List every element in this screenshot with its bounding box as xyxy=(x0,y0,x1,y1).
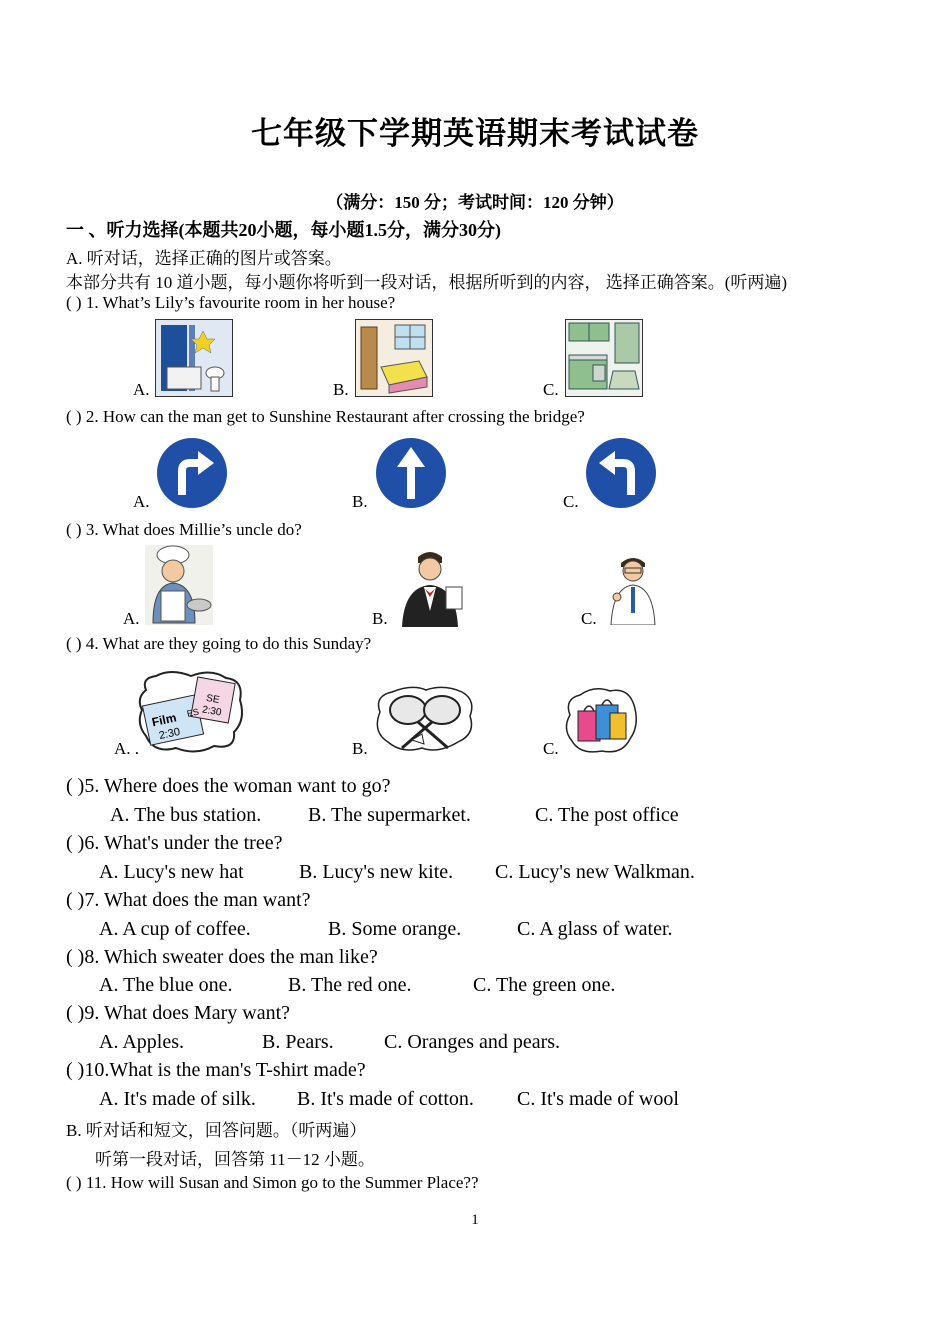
q2-option-b-label: B. xyxy=(352,492,368,511)
q9-option-c: C. Oranges and pears. xyxy=(384,1031,561,1053)
q1-option-b-label: B. xyxy=(333,380,349,399)
q8-option-a: A. The blue one. xyxy=(99,974,233,996)
q10-option-a: A. It's made of silk. xyxy=(99,1088,256,1110)
part-b-title: B. 听对话和短文，回答问题。（听两遍） xyxy=(66,1121,367,1140)
question-9: ( )9. What does Mary want? xyxy=(66,1002,291,1024)
q8-option-b: B. The red one. xyxy=(288,974,412,996)
go-straight-sign xyxy=(375,437,447,514)
q5-option-c: C. The post office xyxy=(535,804,679,826)
ticket-es-text: ES xyxy=(186,706,200,719)
ticket-time2-text: 2:30 xyxy=(201,704,223,719)
question-1: ( ) 1. What’s Lily’s favourite room in her house? xyxy=(66,293,396,312)
q2-option-c-label: C. xyxy=(563,492,579,511)
q3-option-c-label: C. xyxy=(581,609,597,628)
ticket-time-text: 2:30 xyxy=(157,725,182,743)
q2-option-a-label: A. xyxy=(133,492,150,511)
question-6: ( )6. What's under the tree? xyxy=(66,832,283,854)
bathroom-picture xyxy=(155,319,233,402)
question-11: ( ) 11. How will Susan and Simon go to the Summer Place?? xyxy=(66,1173,479,1192)
question-7: ( )7. What does the man want? xyxy=(66,889,311,911)
part-b-description: 听第一段对话，回答第 11－12 小题。 xyxy=(95,1150,375,1169)
question-4: ( ) 4. What are they going to do this Sunday? xyxy=(66,634,372,653)
page-title: 七年级下学期英语期末考试试卷 xyxy=(251,116,699,151)
q4-option-c-label: C. xyxy=(543,739,559,758)
doctor-picture xyxy=(603,553,663,630)
q8-option-c: C. The green one. xyxy=(473,974,616,996)
waiter-picture xyxy=(390,547,470,632)
q5-option-b: B. The supermarket. xyxy=(308,804,471,826)
turn-left-sign xyxy=(585,437,657,514)
q7-option-a: A. A cup of coffee. xyxy=(99,918,251,940)
bedroom-picture xyxy=(355,319,433,402)
q3-option-b-label: B. xyxy=(372,609,388,628)
q4-option-a-label: A. . xyxy=(114,739,140,758)
q3-option-a-label: A. xyxy=(123,609,140,628)
ticket-se-text: SE xyxy=(205,692,221,707)
part-a-title: A. 听对话，选择正确的图片或答案。 xyxy=(66,249,342,268)
cook-picture xyxy=(145,545,213,630)
film-tickets-picture xyxy=(136,670,246,759)
badminton-picture xyxy=(372,684,476,759)
q9-option-a: A. Apples. xyxy=(99,1031,184,1053)
question-3: ( ) 3. What does Millie’s uncle do? xyxy=(66,520,302,539)
question-2: ( ) 2. How can the man get to Sunshine Restaurant after crossing the bridge? xyxy=(66,407,585,426)
q7-option-b: B. Some orange. xyxy=(328,918,462,940)
question-5: ( )5. Where does the woman want to go? xyxy=(66,775,391,797)
q10-option-c: C. It's made of wool xyxy=(517,1088,679,1110)
q6-option-a: A. Lucy's new hat xyxy=(99,861,244,883)
part-a-description: 本部分共有 10 道小题，每小题你将听到一段对话，根据所听到的内容， 选择正确答案。(听两遍) xyxy=(66,273,788,292)
q1-option-c-label: C. xyxy=(543,380,559,399)
q10-option-b: B. It's made of cotton. xyxy=(297,1088,474,1110)
q7-option-c: C. A glass of water. xyxy=(517,918,673,940)
q4-option-b-label: B. xyxy=(352,739,368,758)
shopping-bags-picture xyxy=(562,685,638,760)
question-10: ( )10.What is the man's T-shirt made? xyxy=(66,1059,366,1081)
q9-option-b: B. Pears. xyxy=(262,1031,334,1053)
q6-option-c: C. Lucy's new Walkman. xyxy=(495,861,695,883)
page-number: 1 xyxy=(471,1212,479,1228)
exam-info: （满分：150 分；考试时间：120 分钟） xyxy=(326,193,624,212)
q6-option-b: B. Lucy's new kite. xyxy=(299,861,454,883)
section-heading: 一 、听力选择(本题共20小题，每小题1.5分，满分30分) xyxy=(66,220,501,240)
q5-option-a: A. The bus station. xyxy=(110,804,262,826)
q1-option-a-label: A. xyxy=(133,380,150,399)
ticket-film-text: Film xyxy=(150,710,178,730)
turn-right-sign xyxy=(156,437,228,514)
kitchen-picture xyxy=(565,319,643,402)
question-8: ( )8. Which sweater does the man like? xyxy=(66,946,378,968)
